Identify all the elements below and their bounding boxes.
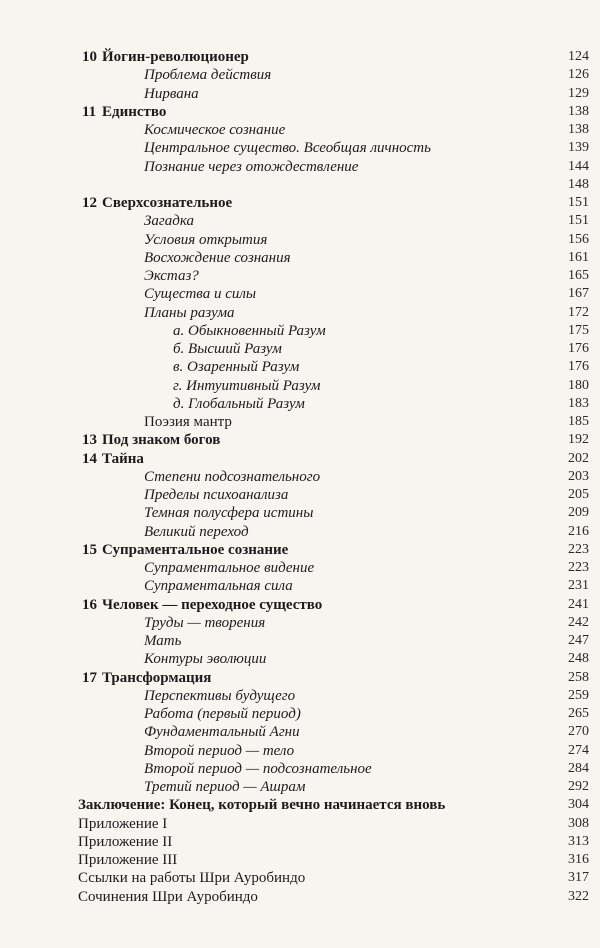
page-number: 270 [568,724,589,740]
page-number: 202 [568,450,589,466]
page-number: 313 [568,833,589,849]
entry-title: Темная полусфера истины [144,505,314,522]
entry-title: Контуры эволюции [144,651,267,668]
page-number: 148 [568,176,589,192]
entry-title: Супраментальное сознание [102,541,289,558]
page-number: 183 [568,395,589,411]
entry-title: Трансформация [102,669,212,686]
entry-title: Перспективы будущего [144,687,296,704]
page-number: 284 [568,760,589,776]
entry-title: Условия открытия [144,231,268,248]
page-number: 175 [568,322,589,338]
page-number: 242 [568,614,589,630]
entry-title: Проблема действия [144,67,272,84]
page-number: 292 [568,779,589,794]
page-number: 316 [568,852,589,867]
toc-chapter-row [0,669,600,687]
chapter-number: 12 [82,195,97,211]
page-number: 151 [568,213,589,229]
page-number: 124 [568,49,589,64]
toc-chapter-row [0,596,600,614]
toc-entry-row [0,760,600,778]
chapter-number: 17 [82,669,97,686]
entry-title: Сверхсознательное [102,195,233,211]
page-number: 223 [568,560,589,575]
entry-title: Центральное существо. Всеобщая личность [144,140,431,157]
entry-title: Поэзия мантр [144,414,232,430]
entry-title: Супраментальная сила [144,578,293,595]
entry-title: Второй период — тело [144,742,295,759]
page-number: 247 [568,633,589,648]
toc-chapter-row [0,450,600,468]
toc-entry-row [0,778,600,796]
page-number: 259 [568,687,589,703]
chapter-number: 10 [82,49,97,65]
page-number: 172 [568,304,589,320]
entry-title: Тайна [102,450,144,467]
page-number: 144 [568,158,589,174]
toc-entry-row [0,632,600,650]
toc-chapter-row [0,431,600,449]
toc-entry-row [0,66,600,84]
entry-title: Великий переход [144,523,249,540]
toc-entry-row [0,650,600,668]
toc-entry-row [0,267,600,285]
toc-entry-row [0,888,600,906]
page-number: 241 [568,596,589,612]
page-number: 139 [568,140,589,156]
page-number: 176 [568,341,589,356]
entry-title: Третий период — Ашрам [144,779,306,795]
toc-entry-row [0,249,600,267]
chapter-number: 15 [82,541,97,558]
toc-entry-row [0,742,600,760]
entry-title: Степени подсознательного [144,468,321,485]
toc-entry-row [0,687,600,705]
toc-entry-row [0,723,600,741]
toc-entry-row [0,468,600,486]
entry-title: Единство [102,103,167,120]
toc-entry-row [0,340,600,358]
entry-title: Второй период — подсознательное [144,760,372,777]
chapter-number: 16 [82,596,97,613]
page-number: 161 [568,249,589,265]
page-number: 223 [568,541,589,557]
toc-chapter-row [0,541,600,559]
entry-title: Человек — переходное существо [102,596,323,613]
page-number: 126 [568,67,589,83]
page-number: 156 [568,231,589,247]
chapter-number: 14 [82,450,97,467]
page-number: 258 [568,669,589,685]
toc-entry-row [0,869,600,887]
entry-title: Приложение III [78,852,178,868]
entry-title: д. Глобальный Разум [173,395,305,412]
page-number: 304 [568,797,589,813]
toc-entry-row [0,158,600,176]
toc-entry-row [0,322,600,340]
page-number: 138 [568,103,589,119]
entry-title: Пределы психоанализа [144,487,289,503]
toc-entry-row [0,139,600,157]
toc-chapter-row [0,194,600,212]
entry-title: г. Интуитивный Разум [173,377,321,394]
toc-entry-row [0,231,600,249]
toc-chapter-row [0,48,600,66]
toc-entry-row [0,815,600,833]
toc-entry-row [0,212,600,230]
page-number: 129 [568,85,589,101]
entry-title: Планы разума [144,304,235,321]
toc-entry-row [0,486,600,504]
entry-title: б. Высший Разум [173,341,282,357]
page-number: 308 [568,815,589,831]
toc-entry-row [0,413,600,431]
toc-entry-row [0,705,600,723]
toc-entry-row [0,358,600,376]
page-number: 216 [568,523,589,539]
entry-title: Под знаком богов [102,432,221,449]
toc-entry-row [0,285,600,303]
page-number: 317 [568,870,589,886]
toc-entry-row [0,377,600,395]
page-number: 176 [568,359,589,375]
page-number: 265 [568,706,589,721]
entry-title: а. Обыкновенный Разум [173,322,326,339]
page-number: 180 [568,377,589,393]
page-number: 138 [568,122,589,137]
entry-title: Фундаментальный Агни [144,724,300,741]
entry-title: Работа (первый период) [144,706,301,722]
toc-entry-row [0,851,600,869]
entry-title: Труды — творения [144,614,266,631]
entry-title: Познание через отождествление [144,158,359,175]
toc-entry-row [0,614,600,632]
entry-title: Космическое сознание [144,122,286,138]
entry-title: Существа и силы [144,286,257,303]
page-number: 322 [568,888,589,904]
toc-entry-row [0,304,600,322]
entry-title: Восхождение сознания [144,249,291,266]
page-number: 203 [568,468,589,484]
entry-title: Сочинения Шри Ауробиндо [78,888,258,905]
page-number: 185 [568,414,589,429]
entry-title: Экстаз? [144,268,199,284]
toc-entry-row [0,577,600,595]
toc-entry-row [0,833,600,851]
page-number: 209 [568,505,589,521]
chapter-number: 11 [82,103,97,120]
toc-entry-row [0,121,600,139]
toc-chapter-row [0,103,600,121]
toc-entry-row [0,395,600,413]
entry-title: Мать [144,633,182,649]
toc-entry-row [0,85,600,103]
toc-entry-row [0,796,600,814]
toc-entry-row [0,176,600,194]
entry-title: Заключение: Конец, который вечно начинается вновь [78,797,446,814]
entry-title: Нирвана [144,85,199,102]
entry-title: Загадка [144,213,195,230]
page-number: 248 [568,651,589,667]
page-number: 192 [568,432,589,448]
toc-entry-row [0,523,600,541]
page-number: 165 [568,268,589,283]
entry-title: Супраментальное видение [144,560,315,576]
entry-title: Йогин-революционер [102,49,249,65]
page-number: 151 [568,195,589,210]
page-number: 274 [568,742,589,758]
toc-entry-row [0,504,600,522]
toc-entry-row [0,559,600,577]
page-number: 205 [568,487,589,502]
entry-title: Ссылки на работы Шри Ауробиндо [78,870,306,887]
entry-title: Приложение I [78,815,168,832]
entry-title: в. Озаренный Разум [173,359,300,376]
page-number: 167 [568,286,589,302]
page-number: 231 [568,578,589,594]
entry-title: Приложение II [78,833,173,850]
chapter-number: 13 [82,432,97,449]
